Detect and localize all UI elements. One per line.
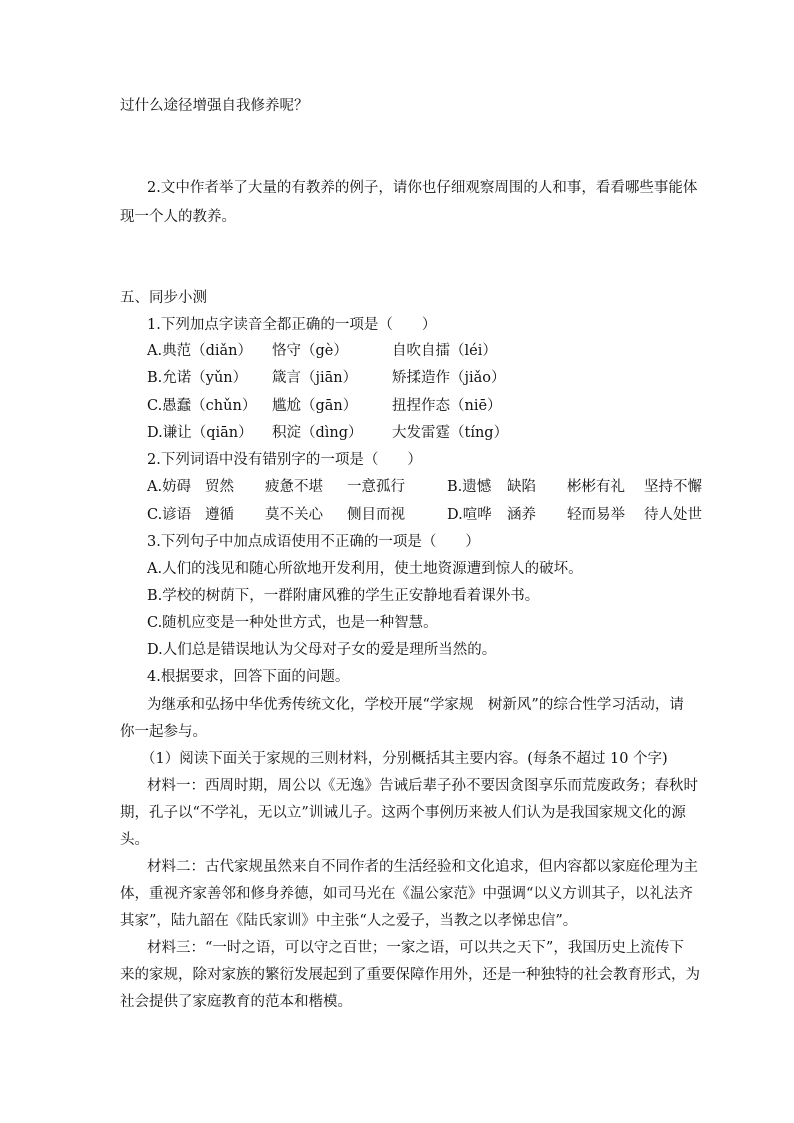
material-3-line: 来的家规，除对家族的繁衍发展起到了重要保障作用外，还是一种独特的社会教育形式，为 [120, 967, 700, 983]
material-2-line: 体，重视齐家善邻和修身养德，如司马光在《温公家范》中强调“以义方训其子，以礼法齐 [120, 886, 693, 902]
q2-stem: 2.下列词语中没有错别字的一项是（ ） [147, 452, 422, 468]
material-3-line: 社会提供了家庭教育的范本和楷模。 [120, 994, 352, 1010]
q3-option: A.人们的浅见和随心所欲地开发利用，使土地资源遭到惊人的破坏。 [147, 561, 583, 577]
q1-option-cell: 尴尬（gān） [272, 398, 358, 414]
q1-option-cell: B.允诺（yǔn） [147, 370, 248, 386]
material-2-line: 其家”，陆九韶在《陆氏家训》中主张“人之爱子，当教之以孝悌忠信”。 [120, 913, 578, 929]
q1-option-cell: 恪守（gè） [272, 343, 348, 359]
q1-stem: 1.下列加点字读音全都正确的一项是（ ） [147, 317, 437, 333]
material-1-line: 期，孔子以“不学礼，无以立”训诫儿子。这两个事例历来被人们认为是我国家规文化的源 [120, 805, 686, 821]
q2-word: 彬彬有礼 [567, 479, 625, 495]
q2-word: 轻而易举 [567, 507, 625, 523]
q4-intro-line-1: 为继承和弘扬中华优秀传统文化，学校开展“学家规 树新风”的综合性学习活动，请 [147, 697, 684, 713]
q1-option-cell: C.愚蠢（chǔn） [147, 398, 257, 414]
q2-word: 一意孤行 [347, 479, 405, 495]
q2-word: 侧目而视 [347, 507, 405, 523]
q1-option-cell: 矫揉造作（jiǎo） [392, 370, 506, 386]
material-1-line: 材料一：西周时期，周公以《无逸》告诫后辈子孙不要因贪图享乐而荒废政务；春秋时 [147, 778, 698, 794]
q2-word: A.妨碍 [147, 479, 192, 495]
material-2-line: 材料二：古代家规虽然来自不同作者的生活经验和文化追求，但内容都以家庭伦理为主 [147, 859, 698, 875]
material-1-line: 头。 [120, 832, 149, 848]
q2-word: 遵循 [205, 507, 234, 523]
q2-word: C.谚语 [147, 507, 192, 523]
q1-option-cell: 积淀（dìng） [272, 425, 363, 441]
q2-word: 缺陷 [507, 479, 536, 495]
q1-option-cell: 箴言（jiān） [272, 370, 358, 386]
q2-word: B.遗憾 [447, 479, 492, 495]
question-2-line-2: 现一个人的教养。 [120, 209, 236, 225]
question-2-line-1: 2.文中作者举了大量的有教养的例子，请你也仔细观察周围的人和事，看看哪些事能体 [147, 180, 698, 196]
q4-sub-question: （1）阅读下面关于家规的三则材料，分别概括其主要内容。(每条不超过 10 个字) [141, 751, 668, 767]
q3-option: B.学校的树荫下，一群附庸风雅的学生正安静地看着课外书。 [147, 588, 540, 604]
material-3-line: 材料三：“一时之语，可以守之百世；一家之语，可以共之天下”，我国历史上流传下 [147, 940, 684, 956]
q2-word: 疲惫不堪 [265, 479, 323, 495]
q3-option: D.人们总是错误地认为父母对子女的爱是理所当然的。 [147, 642, 497, 658]
q1-option-cell: A.典范（diǎn） [147, 343, 252, 359]
question-continuation: 过什么途径增强自我修养呢？ [120, 98, 309, 114]
q1-option-cell: D.谦让（qiān） [147, 425, 253, 441]
q2-word: 莫不关心 [265, 507, 323, 523]
q4-intro-line-2: 你一起参与。 [120, 724, 207, 740]
section-title: 五、同步小测 [120, 290, 207, 306]
q3-option: C.随机应变是一种处世方式，也是一种智慧。 [147, 615, 438, 631]
q2-word: 待人处世 [644, 507, 702, 523]
q2-word: 涵养 [507, 507, 536, 523]
q1-option-cell: 扭捏作态（niē） [392, 398, 502, 414]
q3-stem: 3.下列句子中加点成语使用不正确的一项是（ ） [147, 534, 480, 550]
q1-option-cell: 自吹自擂（léi） [392, 343, 497, 359]
q2-word: 坚持不懈 [644, 479, 702, 495]
q1-option-cell: 大发雷霆（tíng） [392, 425, 509, 441]
q2-word: 贸然 [205, 479, 234, 495]
q2-word: D.喧哗 [447, 507, 492, 523]
q4-stem: 4.根据要求，回答下面的问题。 [147, 669, 350, 685]
